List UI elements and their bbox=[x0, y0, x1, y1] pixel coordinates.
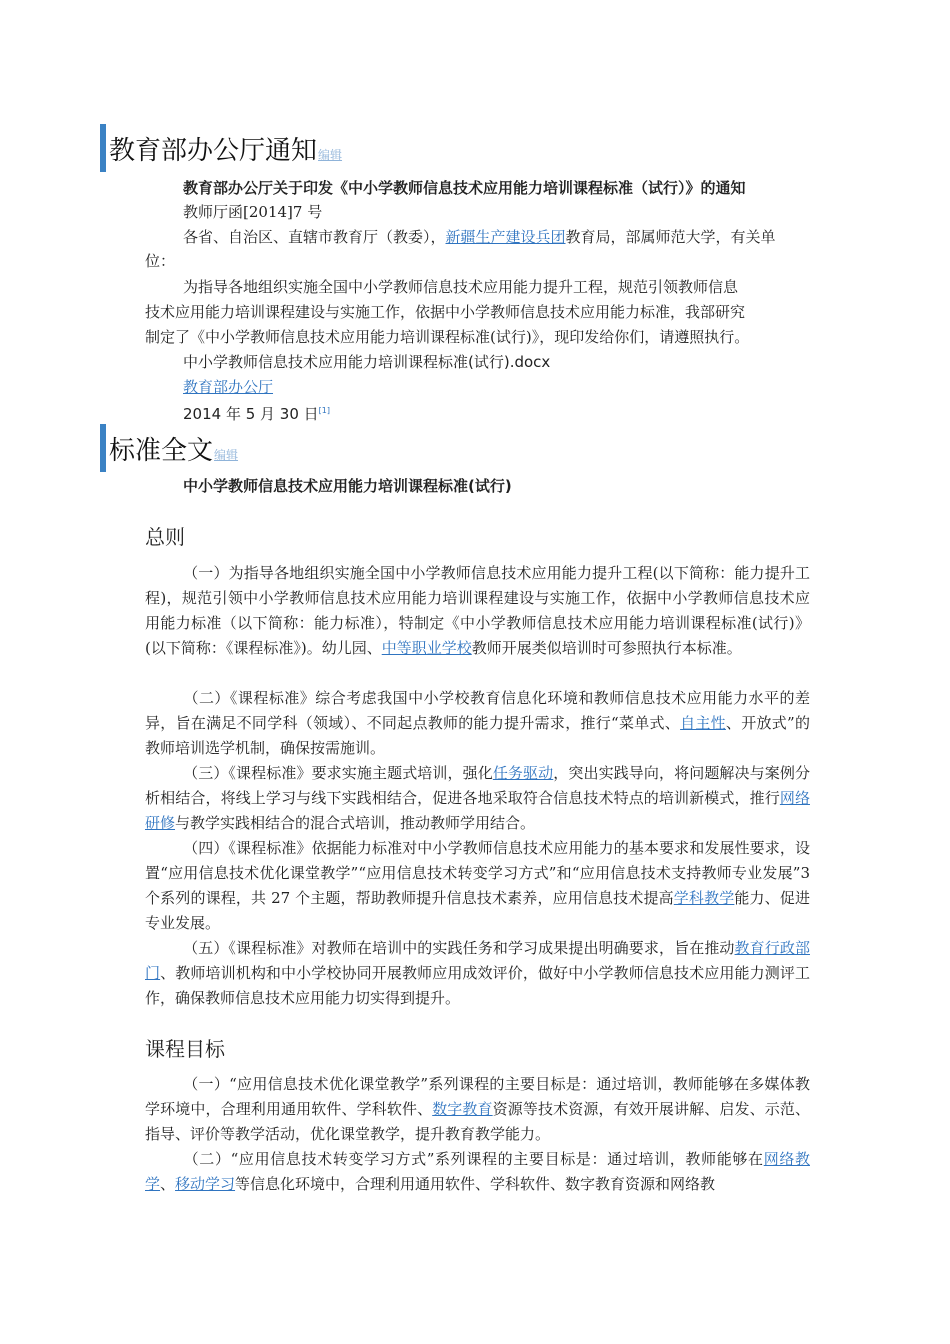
notice-doc-title: 教育部办公厅关于印发《中小学教师信息技术应用能力培训课程标准（试行）》的通知 bbox=[183, 179, 746, 197]
date-text: 2014 年 5 月 30 日 bbox=[183, 405, 319, 423]
general-paragraph-3 bbox=[145, 761, 810, 836]
link-task-driven[interactable]: 任务驱动 bbox=[492, 764, 554, 782]
link-online-teaching[interactable]: 网络教学 bbox=[145, 1150, 810, 1193]
section-heading-fulltext bbox=[100, 424, 238, 472]
text: 与教学实践相结合的混合式培训，推动教师学用结合。 bbox=[175, 814, 536, 832]
text: 要求，设置“应用信息技术优化课堂教学”“应用信息技术转变学习方式”和“应用信息 bbox=[145, 839, 810, 882]
text: ，突出实践导向，将问题解决与案 bbox=[553, 764, 780, 782]
general-paragraph-1 bbox=[145, 561, 810, 661]
section-title: 标准全文 bbox=[109, 436, 214, 466]
section-title: 教育部办公厅通知 bbox=[109, 136, 318, 166]
text: 师信息技术应用能力标准（以下简称：能力标准），特制定《中小学教师信息技术应用能力培 bbox=[145, 589, 810, 632]
edit-link[interactable]: 编辑 bbox=[214, 448, 239, 462]
goals-paragraph-1 bbox=[145, 1072, 810, 1147]
text: 平的差异，旨在满足不同学科（领域）、不同起点教师的能力提升需求，推行“菜单式、 bbox=[145, 689, 810, 732]
link-vocational-school[interactable]: 中等职业学校 bbox=[381, 639, 472, 657]
text: 提升工程)，规范引领中小学教师信息技术应用能力培训课程建设与实施工作，依据中小学教 bbox=[145, 564, 810, 607]
text: 资源等技术资源，有效开展讲解、 bbox=[492, 1100, 720, 1118]
link-digital-education[interactable]: 数字教育 bbox=[432, 1100, 493, 1118]
text: （一）“应用信息技术优化课堂教学”系列课程的主要目标是：通过培训，教师能够在 bbox=[183, 1075, 750, 1093]
text: 应用能力测评工作，确保教师信息技术应用能力切实得到提升。 bbox=[145, 964, 810, 1007]
link-xinjiang-corps[interactable]: 新疆生产建设兵团 bbox=[445, 228, 566, 246]
link-subject-teaching[interactable]: 学科教学 bbox=[673, 889, 735, 907]
notice-body-line: 为指导各地组织实施全国中小学教师信息技术应用能力提升工程，规范引领教师信息 bbox=[183, 278, 739, 296]
link-online-training[interactable]: 网络研修 bbox=[145, 789, 810, 832]
date-line bbox=[183, 399, 330, 426]
link-autonomy[interactable]: 自主性 bbox=[680, 714, 726, 732]
general-paragraph-2 bbox=[145, 686, 810, 761]
text: （四）《课程标准》依据能力标准对中小学教师信息技术应用能力的基本要求和发展性 bbox=[183, 839, 750, 857]
edit-link[interactable]: 编辑 bbox=[318, 148, 343, 162]
doc-number: 教师厅函[2014]7 号 bbox=[183, 203, 323, 221]
link-education-admin-cont[interactable]: 行政部门 bbox=[145, 939, 810, 982]
heading-accent-bar bbox=[100, 424, 106, 472]
text: 教师开展类似培训时可 bbox=[471, 639, 622, 657]
recipients-line bbox=[183, 225, 776, 249]
recipients-text: 教育局，部属师范大学，有关单 bbox=[565, 228, 776, 246]
recipients-text: 各省、自治区、直辖市教育厅（教委）， bbox=[183, 228, 446, 246]
text: 训课程标准(试行)》(以下简称：《课程标准》)。幼儿园、 bbox=[145, 614, 810, 657]
text: 能力、促进专业发展。 bbox=[145, 889, 810, 932]
attachment-filename: 中小学教师信息技术应用能力培训课程标准(试行).docx bbox=[183, 353, 551, 371]
text: 、教师培训机构和中小学校协同开展教师应用成效评价，做好中小学教师信息技术 bbox=[160, 964, 705, 982]
text: 多媒体教学环境中，合理利用通用软件、学科软件、 bbox=[145, 1075, 810, 1118]
text: 参照执行本标准。 bbox=[621, 639, 742, 657]
general-paragraph-4 bbox=[145, 836, 810, 936]
text: 、 bbox=[725, 714, 742, 732]
text: （二）《课程标准》综合考虑我国中小学校教育信息化环境和教师信息技术应用能力水 bbox=[183, 689, 765, 707]
text: 例分析相结合，将线上学习与线下实践相结合，促进各地采取符合信息技术特点的培训新模 bbox=[145, 764, 810, 807]
signer-link[interactable]: 教育部办公厅 bbox=[183, 378, 274, 396]
standard-title: 中小学教师信息技术应用能力培训课程标准(试行) bbox=[183, 477, 512, 495]
text: 等信息化环境中，合理利用通用软件、学科软件、数字教育资源和网络教 bbox=[235, 1175, 716, 1193]
notice-body-line: 制定了《中小学教师信息技术应用能力培训课程标准(试行)》，现印发给你们，请遵照执行。 bbox=[145, 328, 750, 346]
text: 启发、示范、指导、评价等教学活动，优化课堂教学，提升教育教学能力。 bbox=[145, 1100, 810, 1143]
notice-body-line: 技术应用能力培训课程建设与实施工作，依据中小学教师信息技术应用能力标准，我部研究 bbox=[145, 303, 746, 321]
text: 式，推行 bbox=[719, 789, 780, 807]
subheading-goals: 课程目标 bbox=[145, 1037, 225, 1061]
link-education-admin[interactable]: 教育 bbox=[734, 939, 765, 957]
text: （五）《课程标准》对教师在培训中的实践任务和学习成果提出明确要求，旨在推动 bbox=[183, 939, 735, 957]
heading-accent-bar bbox=[100, 124, 106, 172]
text: 、 bbox=[160, 1175, 176, 1193]
recipients-line-2: 位： bbox=[145, 252, 176, 270]
text: （三）《课程标准》要求实施主题式培训，强化 bbox=[183, 764, 493, 782]
text: （二）“应用信息技术转变学习方式”系列课程的主要目标是：通过培训，教师能够在 bbox=[183, 1150, 764, 1168]
general-paragraph-5 bbox=[145, 936, 810, 1011]
section-heading-notice bbox=[100, 124, 342, 172]
text: 信息技术提高 bbox=[582, 889, 674, 907]
subheading-general: 总则 bbox=[145, 525, 185, 549]
text: 技术支持教师专业发展”3 个系列的课程，共 27 个主题，帮助教师提升信息技术素养，应用 bbox=[145, 864, 810, 907]
text: （一）为指导各地组织实施全国中小学教师信息技术应用能力提升工程(以下简称：能力 bbox=[183, 564, 765, 582]
text: 开放式”的教师培训选学机制，确保按需施训。 bbox=[145, 714, 810, 757]
reference-link[interactable]: [1] bbox=[318, 406, 330, 415]
goals-paragraph-2 bbox=[145, 1147, 810, 1197]
link-mobile-learning[interactable]: 移动学习 bbox=[175, 1175, 236, 1193]
